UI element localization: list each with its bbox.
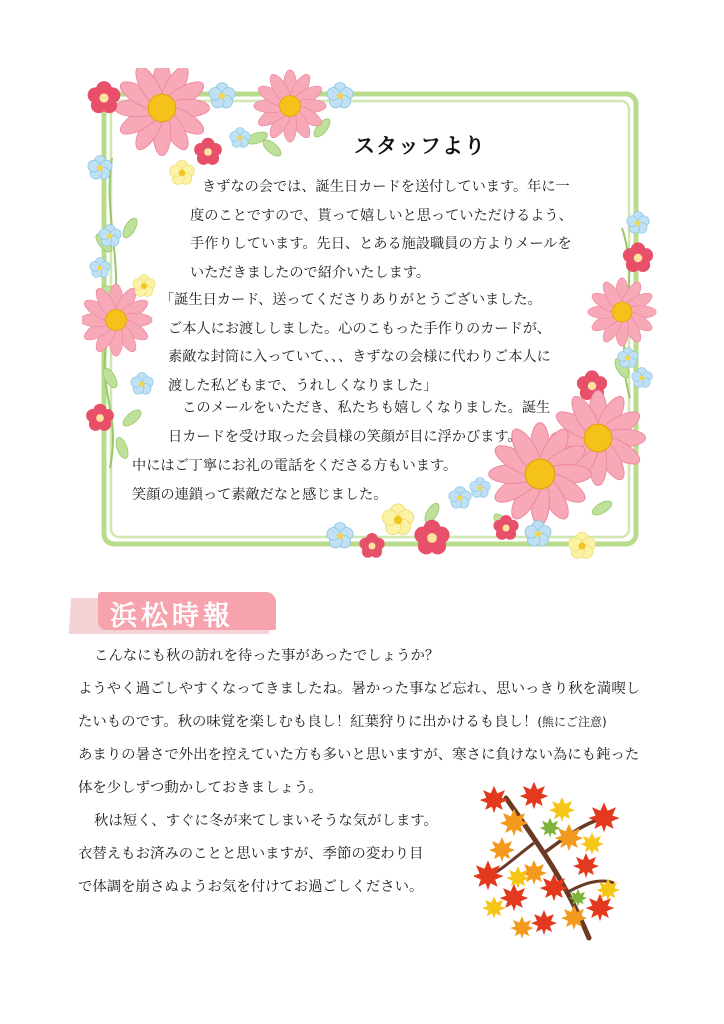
staff-paragraph-3: このメールをいただき、私たちも嬉しくなりました。誕生 日カードを受け取った会員様の笑顔が目に浮かびます。 [168,400,551,445]
staff-email-quote: 「誕生日カード、送ってくださりありがとうございました。 ご本人にお渡ししました。心のこもった手作りのカードが、 素敵な封筒に入っていて、、、きずなの会様に代わりご本人に 渡した私どもまで、うれしくなりました」 [160,292,552,394]
hamamatsu-article: こんなにも秋の訪れを待った事があったでしょうか？ ようやく過ごしやすくなってきましたね。暑かった事など忘れ、思いっきり秋を満喫し たいものです。秋の味覚を楽しむも良し！紅葉狩りに出かけるも良し！(熊にご注意) あまりの暑さで外出を控えていた方も多いと思いますが、寒さに負けない為にも鈍った 体を少しずつ動かしておきましょう。 秋は短く、すぐに冬が来てしまいそうな気がします。 衣替えもお済みのことと思いますが、季節の変わり目 で体調を崩さぬようお気を付けてお過ごしください。 [78,648,641,895]
staff-card [82,68,662,566]
staff-paragraph-4: 中にはご丁寧にお礼の電話をくださる方もいます。 笑顔の連鎖って素敵だなと感じました。 [132,458,458,503]
staff-title: スタッフより [354,134,486,158]
staff-paragraph-1: きずなの会では、誕生日カードを送付しています。年に一 度のことですので、貰って嬉しいと思っていただけるよう、 手作りしています。先日、とある施設職員の方よりメールを いただきましたので紹介いたします。 [190,179,573,281]
hamamatsu-title: 浜松時報 [110,601,234,632]
hamamatsu-banner [70,592,275,636]
maple-branch-icon [474,778,624,943]
